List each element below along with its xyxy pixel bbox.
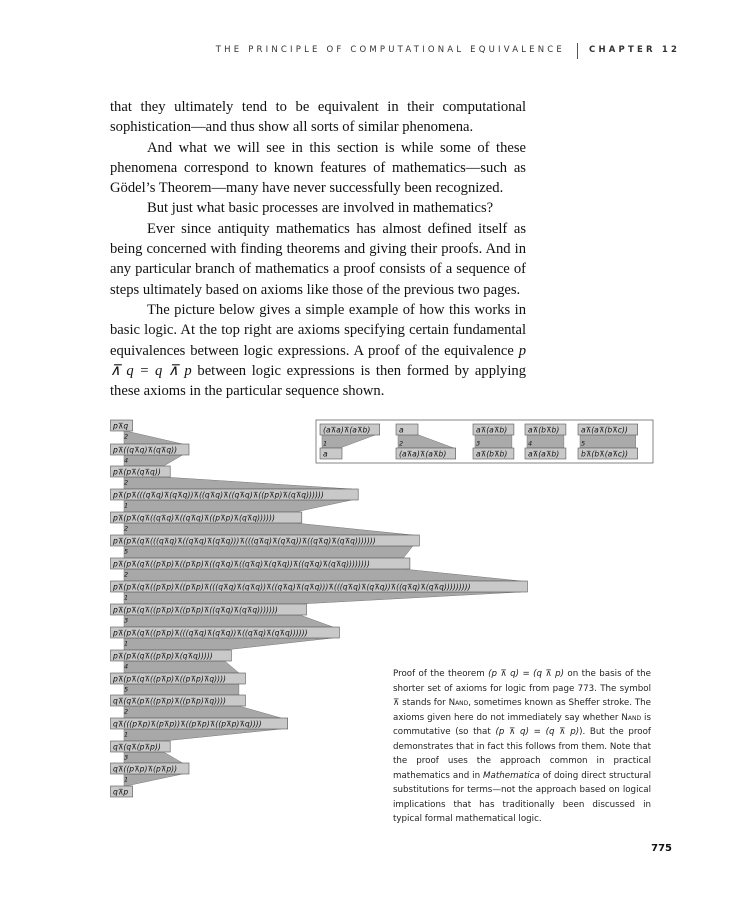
paragraph-2: And what we will see in this section is while some of these phenomena correspond to known features of mathematics—such as Gödel’s Theorem—many have never successfully been recognized. bbox=[110, 139, 526, 197]
axiom-lhs: a⊼(b⊼b) bbox=[528, 425, 560, 435]
step-axiom-number: 5 bbox=[124, 547, 129, 556]
caption-text-3: stands for bbox=[399, 698, 449, 708]
step-axiom-number: 1 bbox=[124, 730, 129, 739]
paragraph-3: But just what basic processes are involved in mathematics? bbox=[147, 200, 494, 217]
step-axiom-number: 3 bbox=[124, 616, 129, 625]
proof-step-expression: p⊼(p⊼(q⊼((p⊼p)⊼((p⊼p)⊼(((q⊼q)⊼(q⊼q))⊼((q⊼q)⊼(q⊼q)))⊼(((q⊼q)⊼(q⊼q))⊼((q⊼q)⊼(q⊼q))))))))) bbox=[113, 582, 471, 592]
step-wedge bbox=[124, 592, 521, 604]
step-axiom-number: 1 bbox=[124, 639, 129, 648]
running-head-divider bbox=[577, 43, 578, 59]
caption-nand-symbol: ⊼ bbox=[393, 698, 400, 708]
equivalence-formula: p ⊼ q = q ⊼ p bbox=[110, 342, 526, 379]
step-wedge bbox=[124, 523, 413, 535]
axiom-rhs: (a⊼a)⊼(a⊼b) bbox=[399, 449, 447, 459]
caption-nand-2: Nand bbox=[621, 712, 642, 723]
step-wedge bbox=[124, 661, 239, 673]
axiom-lhs: a⊼(a⊼b) bbox=[476, 425, 508, 435]
step-axiom-number: 1 bbox=[124, 593, 129, 602]
step-axiom-number: 3 bbox=[124, 753, 129, 762]
axiom-number: 2 bbox=[399, 439, 404, 448]
proof-step-expression: p⊼q bbox=[113, 421, 129, 431]
caption-text-6: ). But the proof demonstrates that in fact this follows from them. Note that the proof uses the approach common in practical mathematics and in bbox=[393, 727, 651, 781]
proof-step-expression: p⊼(p⊼(q⊼(((q⊼q)⊼((q⊼q)⊼(q⊼q)))⊼(((q⊼q)⊼(q⊼q))⊼((q⊼q)⊼(q⊼q))))))) bbox=[113, 536, 376, 546]
paragraph-1: that they ultimately tend to be equivalent in their computational sophistication—and thus show all sorts of similar phenomena. bbox=[110, 99, 526, 136]
step-wedge bbox=[124, 569, 521, 581]
caption-mathematica: Mathematica bbox=[483, 770, 540, 781]
axiom-number: 1 bbox=[323, 439, 328, 448]
proof-step-expression: p⊼(p⊼(((q⊼q)⊼(q⊼q))⊼((q⊼q)⊼((q⊼q)⊼((p⊼p)⊼(q⊼q)))))) bbox=[113, 490, 324, 500]
proof-step-expression: p⊼(p⊼(q⊼((p⊼p)⊼((p⊼p)⊼q)))) bbox=[113, 674, 227, 684]
proof-step-expression: p⊼((q⊼q)⊼(q⊼q)) bbox=[113, 445, 178, 455]
proof-step-expression: q⊼(q⊼(p⊼((p⊼p)⊼((p⊼p)⊼q)))) bbox=[113, 696, 227, 706]
step-axiom-number: 4 bbox=[124, 662, 129, 671]
step-wedge bbox=[124, 477, 352, 489]
axiom-wedge bbox=[580, 434, 636, 448]
step-axiom-number: 2 bbox=[124, 478, 129, 487]
axiom-lhs: (a⊼a)⊼(a⊼b) bbox=[323, 425, 371, 435]
step-wedge bbox=[124, 774, 183, 786]
proof-step-expression: p⊼(p⊼(q⊼((p⊼p)⊼((p⊼p)⊼((q⊼q)⊼((q⊼q)⊼(q⊼q))⊼((q⊼q)⊼(q⊼q)))))))) bbox=[113, 559, 370, 569]
chapter-label: CHAPTER 12 bbox=[589, 45, 681, 55]
body-text bbox=[110, 97, 526, 401]
step-axiom-number: 5 bbox=[124, 685, 129, 694]
running-head bbox=[0, 43, 750, 57]
axiom-number: 4 bbox=[528, 439, 533, 448]
step-wedge bbox=[124, 500, 352, 512]
caption-text-4: , sometimes known as Sheffer stroke. The axioms given here do not immediately say whether bbox=[393, 698, 651, 723]
proof-step-expression: q⊼(((p⊼p)⊼(p⊼p))⊼((p⊼p)⊼((p⊼p)⊼q)))) bbox=[113, 719, 262, 729]
proof-step-expression: p⊼(p⊼(q⊼q)) bbox=[113, 467, 161, 477]
proof-step-expression: p⊼(p⊼(q⊼((p⊼p)⊼(q⊼q))))) bbox=[113, 651, 213, 661]
axiom-lhs: a⊼(a⊼(b⊼c)) bbox=[581, 425, 628, 435]
paragraph-5 bbox=[110, 300, 526, 401]
axiom-rhs: a bbox=[323, 449, 328, 459]
proof-step-expression: q⊼((p⊼p)⊼(p⊼p)) bbox=[113, 764, 178, 774]
proof-step-expression: p⊼(p⊼(q⊼((p⊼p)⊼((p⊼p)⊼((q⊼q)⊼(q⊼q))))))) bbox=[113, 605, 278, 615]
axiom-rhs: b⊼(b⊼(a⊼c)) bbox=[581, 449, 628, 459]
step-axiom-number: 2 bbox=[124, 432, 129, 441]
caption-nand: Nand bbox=[448, 698, 469, 708]
step-axiom-number: 1 bbox=[124, 775, 129, 784]
step-wedge bbox=[124, 706, 281, 718]
proof-step-expression: q⊼p bbox=[113, 787, 129, 797]
page-number: 775 bbox=[651, 843, 672, 854]
axiom-number: 5 bbox=[581, 439, 586, 448]
axiom-wedge bbox=[527, 434, 564, 448]
paragraph-4: Ever since antiquity mathematics has almost defined itself as being concerned with finding theorems and giving their proofs. And in any particular branch of mathematics a proof consists of a sequence of steps ultimately based on axioms like those of the previous two pages. bbox=[110, 220, 526, 298]
paragraph-5-text-a: The picture below gives a simple example of how this works in basic logic. At the top right are axioms specifying certain fundamental equivalences between logic expressions. A proof of the equivalence bbox=[110, 301, 526, 359]
step-wedge bbox=[124, 455, 183, 466]
step-axiom-number: 2 bbox=[124, 524, 129, 533]
step-wedge bbox=[124, 752, 183, 763]
paragraph-5-text-b: between logic expressions is then formed by applying these axioms in the particular sequence shown. bbox=[110, 362, 526, 400]
axiom-wedge bbox=[475, 434, 512, 448]
step-wedge bbox=[124, 546, 413, 558]
step-wedge bbox=[124, 615, 333, 627]
proof-step-expression: p⊼(p⊼(q⊼((p⊼p)⊼(((q⊼q)⊼(q⊼q))⊼((q⊼q)⊼(q⊼q)))))) bbox=[113, 628, 308, 638]
step-axiom-number: 4 bbox=[124, 456, 129, 465]
step-axiom-number: 2 bbox=[124, 570, 129, 579]
caption-text-7: of doing direct structural substitutions for terms—not the approach based on logical implications that has traditionally been discussed in typical formal mathematical logic. bbox=[393, 770, 651, 824]
figure-caption bbox=[393, 667, 651, 827]
step-axiom-number: 2 bbox=[124, 707, 129, 716]
axiom-lhs: a bbox=[399, 425, 404, 435]
caption-formula-2: (p ⊼ q) = (q ⊼ p) bbox=[495, 727, 580, 737]
caption-text-2: on the basis of the shorter set of axioms for logic from page 773. The symbol bbox=[393, 669, 651, 694]
running-title: THE PRINCIPLE OF COMPUTATIONAL EQUIVALENCE bbox=[215, 45, 565, 55]
caption-text-1: Proof of the theorem bbox=[393, 669, 489, 679]
axiom-number: 3 bbox=[476, 439, 481, 448]
caption-formula-1: (p ⊼ q) = (q ⊼ p) bbox=[488, 669, 565, 679]
axiom-rhs: a⊼(b⊼b) bbox=[476, 449, 508, 459]
step-wedge bbox=[124, 729, 281, 741]
step-wedge bbox=[124, 431, 183, 444]
caption-text-5: is commutative (so that bbox=[393, 712, 651, 737]
proof-step-expression: q⊼(q⊼(p⊼p)) bbox=[113, 742, 161, 752]
proof-step-expression: p⊼(p⊼(q⊼((q⊼q)⊼((q⊼q)⊼((p⊼p)⊼(q⊼q)))))) bbox=[113, 513, 275, 523]
step-wedge bbox=[124, 638, 333, 650]
axiom-rhs: a⊼(a⊼b) bbox=[528, 449, 560, 459]
step-axiom-number: 1 bbox=[124, 501, 129, 510]
step-wedge bbox=[124, 684, 239, 695]
